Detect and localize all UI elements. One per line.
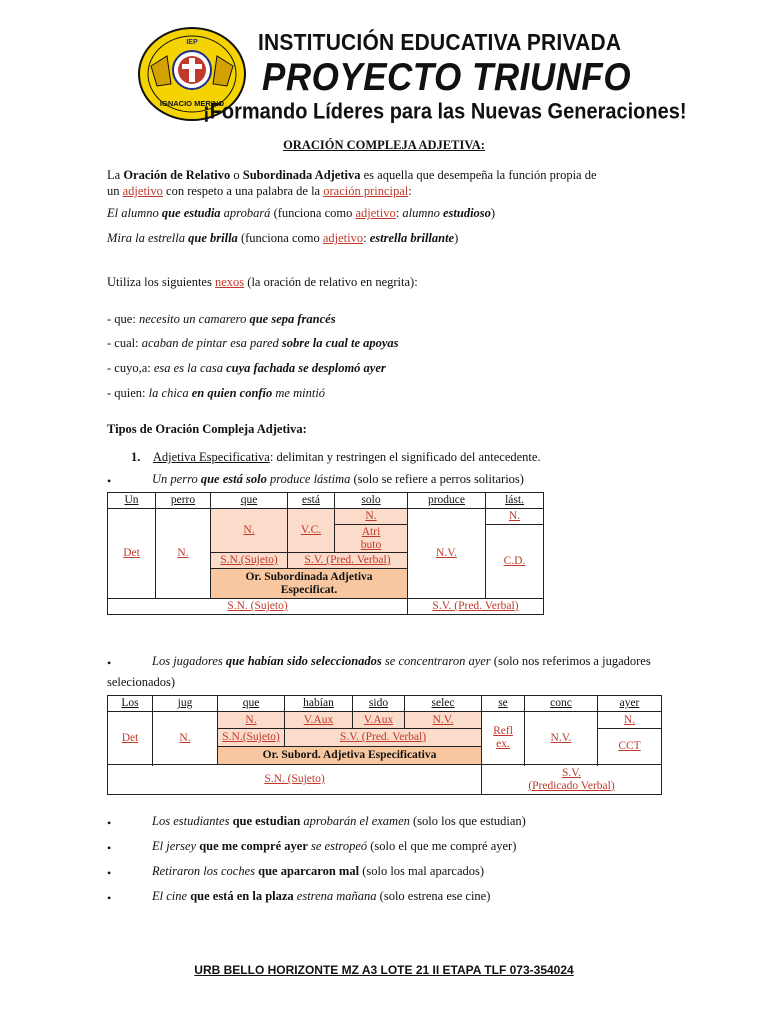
sv-pred-bottom: S.V. (Pred. Verbal) [408, 599, 544, 615]
page-title: ORACIÓN COMPLEJA ADJETIVA: [283, 138, 485, 152]
vaux-cell: V.Aux [353, 712, 405, 729]
example-1: El alumno que estudia aprobará (funciona como adjetivo: alumno estudioso) [107, 206, 496, 220]
institution-name: INSTITUCIÓN EDUCATIVA PRIVADA [258, 30, 622, 56]
analysis-table-1 [107, 492, 544, 615]
nexo-item: - cual: acaban de pintar esa pared sobre la cual te apoyas [107, 336, 399, 350]
example-especificativa-2-cont: selecionados) [107, 675, 176, 689]
project-name: PROYECTO TRIUNFO [262, 56, 632, 99]
word-cell: perro [156, 493, 211, 509]
nv-cell: N.V. [525, 712, 598, 765]
sv-pred-cell: S.V. (Pred. Verbal) [285, 729, 482, 747]
noun-cell: N. [218, 712, 285, 729]
nexos-intro: Utiliza los siguientes nexos (la oración de relativo en negrita): [107, 275, 418, 289]
example-2: Mira la estrella que brilla (funciona como adjetivo: estrella brillante) [107, 231, 459, 245]
sv-pred-cell: S.V. (Pred. Verbal) [288, 553, 408, 569]
example-item: El jersey que me compré ayer se estropeó (solo el que me compré ayer) [152, 839, 517, 853]
atributo-cell: Atri buto [335, 525, 408, 553]
footer-address: URB BELLO HORIZONTE MZ A3 LOTE 21 II ETAPA TLF 073-354024 [194, 963, 574, 977]
noun-cell: N. [598, 712, 662, 729]
bullet-icon: • [107, 891, 112, 905]
word-cell: que [218, 696, 285, 712]
word-cell: ayer [598, 696, 662, 712]
word-cell: solo [335, 493, 408, 509]
nv-cell: N.V. [408, 509, 486, 599]
noun-cell: N. [153, 712, 218, 765]
logo-text: IGNACIO MERINO [159, 99, 225, 108]
bullet-icon: • [107, 656, 112, 670]
bullet-icon: • [107, 866, 112, 880]
intro-line-2: un adjetivo con respeto a una palabra de la oración principal: [107, 184, 412, 198]
tipo-item-1: 1. Adjetiva Especificativa: delimitan y restringen el significado del antecedente. [131, 450, 541, 464]
nexo-item: - quien: la chica en quien confío me mintió [107, 386, 326, 400]
word-cell: Un [108, 493, 156, 509]
cct-cell: CCT [598, 729, 662, 765]
nv-cell: N.V. [405, 712, 482, 729]
analysis-table-2 [107, 695, 662, 795]
logo-letters: IEP [186, 39, 198, 46]
noun-cell: N. [156, 509, 211, 599]
det-cell: Det [108, 509, 156, 599]
sn-sujeto-bottom: S.N. (Sujeto) [108, 599, 408, 615]
bullet-icon: • [107, 474, 112, 488]
word-cell: conc [525, 696, 598, 712]
sn-sujeto-cell: S.N.(Sujeto) [218, 729, 285, 747]
cd-cell: C.D. [486, 525, 544, 599]
tipos-title: Tipos de Oración Compleja Adjetiva: [107, 422, 307, 436]
word-cell: jug [153, 696, 218, 712]
word-cell: sido [353, 696, 405, 712]
noun-cell: N. [335, 509, 408, 525]
adjetivo-link[interactable]: adjetivo [322, 231, 364, 245]
word-cell: habían [285, 696, 353, 712]
word-cell: que [211, 493, 288, 509]
example-especificativa-1: Un perro que está solo produce lástima (solo se refiere a perros solitarios) [152, 472, 524, 486]
example-item: Retiraron los coches que aparcaron mal (solo los mal aparcados) [152, 864, 485, 878]
slogan: ¡Formando Líderes para las Nuevas Generaciones! [203, 100, 687, 125]
noun-cell: N. [211, 509, 288, 553]
example-item: El cine que está en la plaza estrena mañana (solo estrena ese cine) [152, 889, 491, 903]
bullet-icon: • [107, 816, 112, 830]
nexo-item: - cuyo,a: esa es la casa cuya fachada se desplomó ayer [107, 361, 386, 375]
sn-sujeto-bottom: S.N. (Sujeto) [108, 765, 482, 795]
bullet-icon: • [107, 841, 112, 855]
example-item: Los estudiantes que estudian aprobarán el examen (solo los que estudian) [152, 814, 526, 828]
word-cell: Los [108, 696, 153, 712]
nexos-link[interactable]: nexos [214, 275, 245, 289]
word-cell: está [288, 493, 335, 509]
sv-pred-bottom: S.V. (Predicado Verbal) [482, 765, 662, 795]
noun-cell: N. [486, 509, 544, 525]
adjetivo-link[interactable]: adjetivo [122, 184, 163, 198]
or-subordinada-cell: Or. Subordinada Adjetiva Especificat. [211, 569, 408, 599]
oracion-principal-link[interactable]: oración principal [323, 184, 409, 198]
or-subordinada-cell: Or. Subord. Adjetiva Especificativa [218, 747, 482, 765]
word-cell: produce [408, 493, 486, 509]
vc-cell: V.C. [288, 509, 335, 553]
word-cell: selec [405, 696, 482, 712]
reflexivo-cell: Refl ex. [482, 712, 525, 765]
det-cell: Det [108, 712, 153, 765]
sn-sujeto-cell: S.N.(Sujeto) [211, 553, 288, 569]
vaux-cell: V.Aux [285, 712, 353, 729]
nexo-item: - que: necesito un camarero que sepa francés [107, 312, 336, 326]
word-cell: lást. [486, 493, 544, 509]
word-cell: se [482, 696, 525, 712]
example-especificativa-2: Los jugadores que habían sido seleccionados se concentraron ayer (solo nos referimos a jugadores [152, 654, 651, 668]
adjetivo-link[interactable]: adjetivo [355, 206, 396, 220]
intro-line-1: La Oración de Relativo o Subordinada Adjetiva es aquella que desempeña la función propia de [107, 168, 597, 182]
